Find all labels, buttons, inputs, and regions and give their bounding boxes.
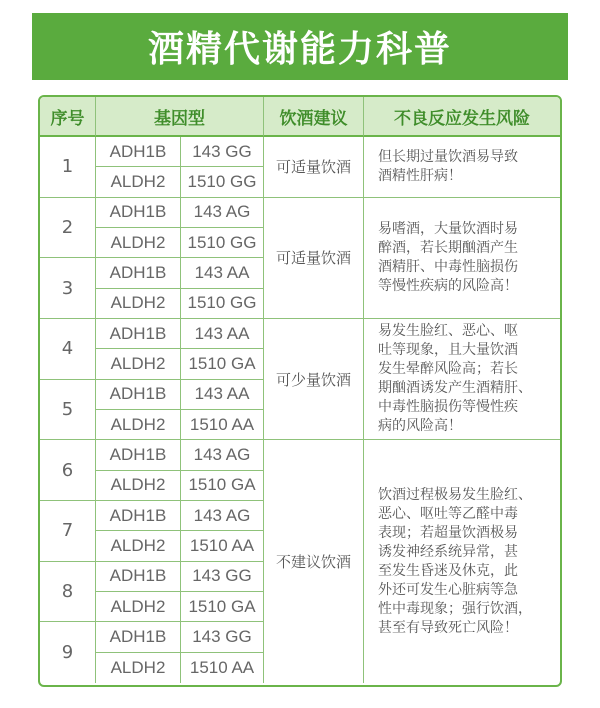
row-index: 6: [40, 440, 96, 501]
advice-cell: 不建议饮酒: [264, 440, 364, 683]
table-grid: [40, 97, 560, 685]
gene-type: 143 AG: [181, 501, 264, 531]
risk-line: 至发生昏迷及休克，此: [378, 562, 518, 579]
row-index: 9: [40, 622, 96, 683]
risk-line: 易嗜酒，大量饮酒时易: [378, 220, 518, 237]
advice-cell: 可适量饮酒: [264, 198, 364, 319]
gene-type: 1510 GG: [181, 289, 264, 319]
risk-cell: [364, 319, 560, 440]
risk-cell: [364, 198, 560, 319]
gene-name: ADH1B: [96, 258, 181, 288]
gene-name: ADH1B: [96, 562, 181, 592]
header-genotype: 基因型: [96, 97, 264, 137]
gene-type: 1510 AA: [181, 653, 264, 683]
gene-name: ALDH2: [96, 289, 181, 319]
row-index: 5: [40, 380, 96, 441]
risk-line: 醉酒，若长期酗酒产生: [378, 239, 518, 256]
risk-line: 饮酒过程极易发生脸红、: [378, 486, 532, 503]
risk-line: 中毒性脑损伤等慢性疾: [378, 399, 518, 416]
gene-name: ALDH2: [96, 592, 181, 622]
risk-line: 表现；若超量饮酒极易: [378, 524, 518, 541]
risk-line: 发生晕醉风险高；若长: [378, 361, 518, 378]
risk-cell: [364, 137, 560, 198]
risk-line: 期酗酒诱发产生酒精肝、: [378, 380, 532, 397]
risk-line: 恶心、呕吐等乙醛中毒: [378, 505, 518, 522]
risk-line: 甚至有导致死亡风险！: [378, 619, 518, 636]
risk-line: 诱发神经系统异常，甚: [378, 543, 518, 560]
gene-type: 1510 AA: [181, 410, 264, 440]
genotype-table: [38, 95, 562, 687]
page-title: 酒精代谢能力科普: [147, 29, 452, 70]
gene-name: ADH1B: [96, 622, 181, 652]
gene-type: 143 AA: [181, 258, 264, 288]
gene-name: ADH1B: [96, 501, 181, 531]
risk-cell: [364, 440, 560, 683]
header-advice: 饮酒建议: [264, 97, 364, 137]
risk-line: 吐等现象，且大量饮酒: [378, 342, 518, 359]
gene-type: 1510 GA: [181, 349, 264, 379]
title-banner: [32, 13, 568, 80]
gene-type: 1510 GG: [181, 228, 264, 258]
gene-name: ADH1B: [96, 319, 181, 349]
gene-type: 1510 AA: [181, 531, 264, 561]
gene-type: 1510 GG: [181, 167, 264, 197]
risk-line: 但长期过量饮酒易导致: [378, 148, 518, 165]
gene-type: 143 GG: [181, 562, 264, 592]
gene-type: 1510 GA: [181, 471, 264, 501]
row-index: 1: [40, 137, 96, 198]
risk-line: 酒精性肝病！: [378, 167, 462, 184]
gene-type: 1510 GA: [181, 592, 264, 622]
gene-name: ALDH2: [96, 410, 181, 440]
row-index: 7: [40, 501, 96, 562]
gene-name: ADH1B: [96, 440, 181, 470]
gene-name: ADH1B: [96, 137, 181, 167]
risk-line: 等慢性疾病的风险高！: [378, 277, 518, 294]
gene-type: 143 GG: [181, 137, 264, 167]
gene-name: ALDH2: [96, 349, 181, 379]
advice-cell: 可少量饮酒: [264, 319, 364, 440]
gene-type: 143 AG: [181, 440, 264, 470]
risk-line: 外还可发生心脏病等急: [378, 581, 518, 598]
risk-line: 易发生脸红、恶心、呕: [378, 323, 518, 340]
risk-line: 酒精肝、中毒性脑损伤: [378, 258, 518, 275]
risk-line: 性中毒现象；强行饮酒，: [378, 600, 532, 617]
gene-name: ADH1B: [96, 198, 181, 228]
advice-cell: 可适量饮酒: [264, 137, 364, 198]
gene-name: ALDH2: [96, 471, 181, 501]
header-risk: 不良反应发生风险: [364, 97, 560, 137]
gene-type: 143 AG: [181, 198, 264, 228]
gene-type: 143 GG: [181, 622, 264, 652]
gene-type: 143 AA: [181, 380, 264, 410]
row-index: 8: [40, 562, 96, 623]
gene-name: ALDH2: [96, 167, 181, 197]
gene-name: ALDH2: [96, 228, 181, 258]
row-index: 4: [40, 319, 96, 380]
row-index: 3: [40, 258, 96, 319]
risk-line: 病的风险高！: [378, 418, 462, 435]
gene-type: 143 AA: [181, 319, 264, 349]
header-index: 序号: [40, 97, 96, 137]
gene-name: ALDH2: [96, 531, 181, 561]
gene-name: ALDH2: [96, 653, 181, 683]
gene-name: ADH1B: [96, 380, 181, 410]
row-index: 2: [40, 198, 96, 259]
